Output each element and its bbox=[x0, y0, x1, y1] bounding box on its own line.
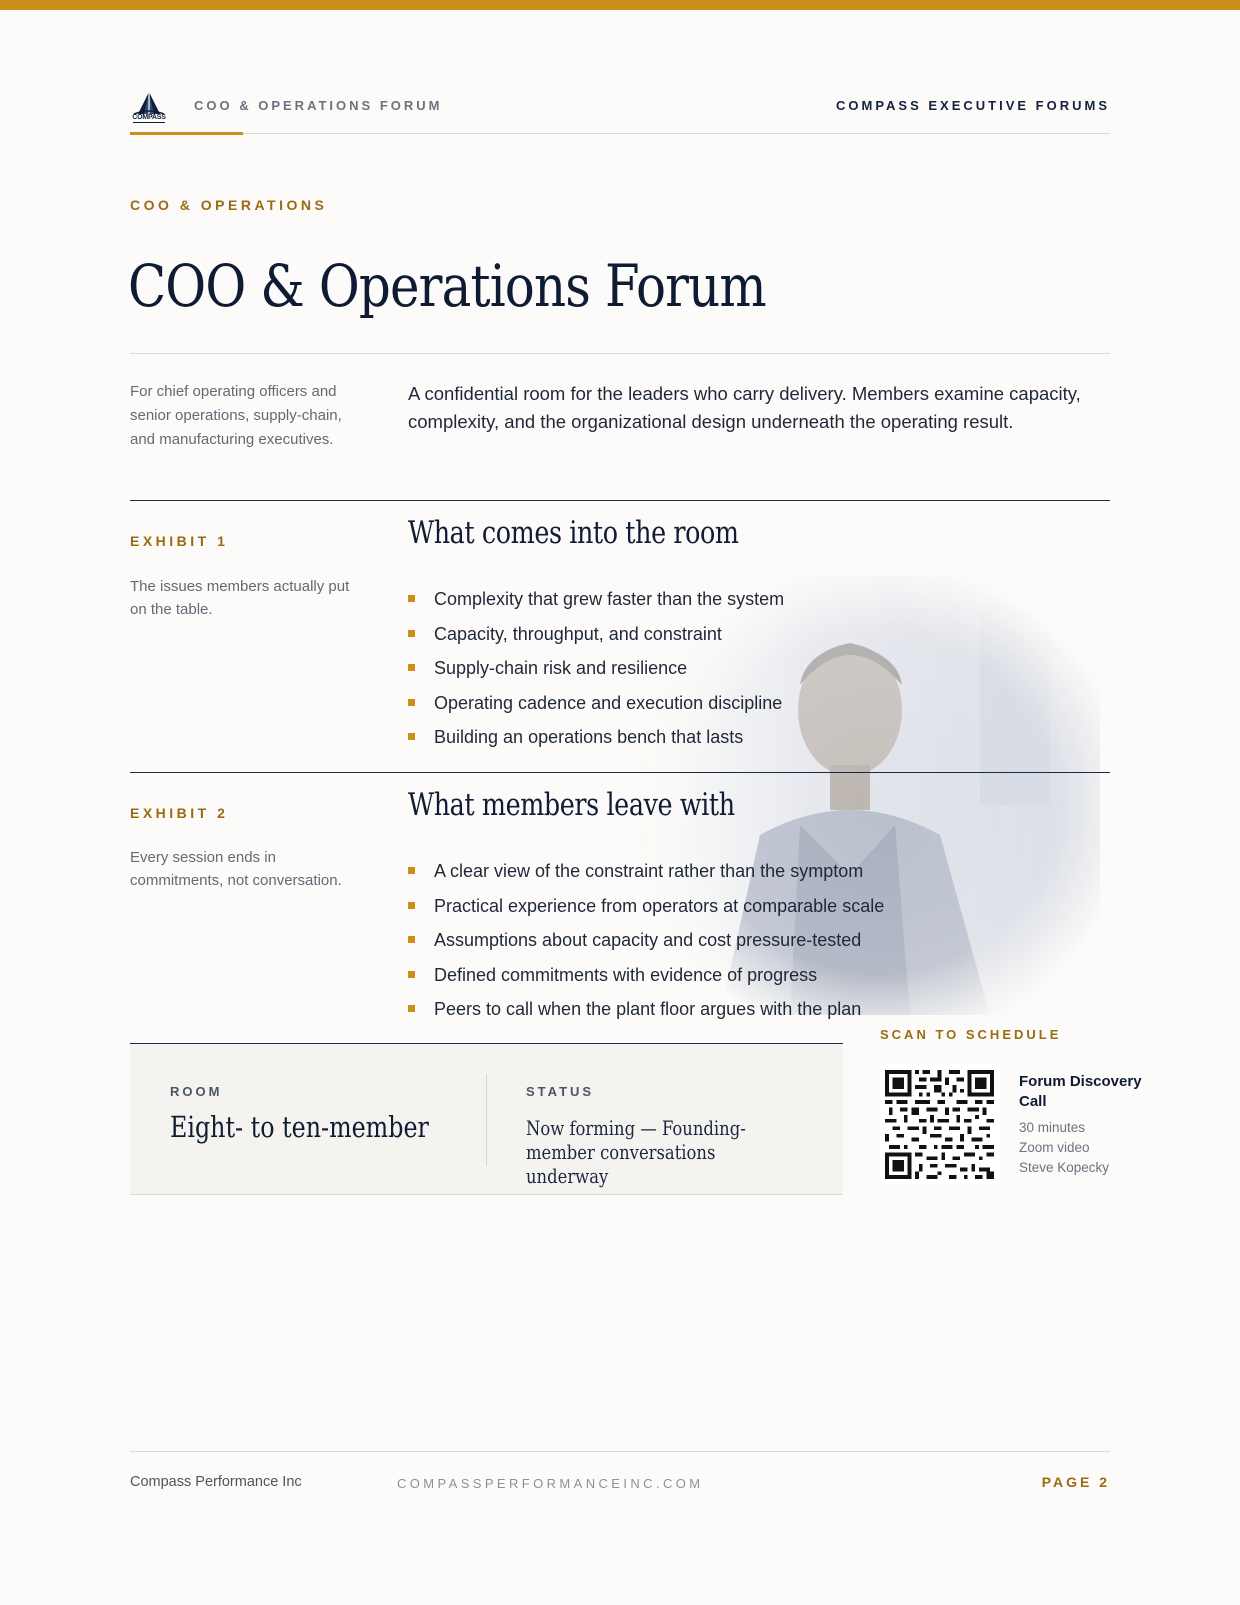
exhibit-1-list bbox=[408, 586, 784, 759]
call-medium: Zoom video bbox=[1019, 1140, 1090, 1155]
footer-divider bbox=[130, 1451, 1110, 1452]
list-item: Assumptions about capacity and cost pressure-tested bbox=[408, 927, 884, 962]
list-item: Complexity that grew faster than the system bbox=[408, 586, 784, 621]
top-accent-bar bbox=[0, 0, 1240, 10]
bullet-square-icon bbox=[408, 1005, 415, 1012]
qr-code-icon bbox=[885, 1070, 994, 1179]
discovery-call-title: Forum Discovery Call bbox=[1019, 1073, 1142, 1110]
bullet-square-icon bbox=[408, 867, 415, 874]
list-item: Operating cadence and execution discipline bbox=[408, 690, 784, 725]
list-item: A clear view of the constraint rather than the symptom bbox=[408, 858, 884, 893]
logo-wordmark: COMPASS bbox=[132, 114, 166, 121]
list-item: Peers to call when the plant floor argues with the plan bbox=[408, 996, 884, 1031]
bullet-square-icon bbox=[408, 971, 415, 978]
title-divider bbox=[130, 353, 1110, 354]
exhibit-1-note: The issues members actually put on the table. bbox=[130, 578, 350, 618]
exhibit-2-note: Every session ends in commitments, not conversation. bbox=[130, 849, 342, 889]
status-label: STATUS bbox=[526, 1084, 595, 1099]
exhibit-2-list bbox=[408, 858, 884, 1031]
bullet-square-icon bbox=[408, 699, 415, 706]
bullet-square-icon bbox=[408, 902, 415, 909]
list-item: Defined commitments with evidence of progress bbox=[408, 962, 884, 997]
exhibit-1-divider bbox=[130, 500, 1110, 501]
bullet-square-icon bbox=[408, 664, 415, 671]
bullet-square-icon bbox=[408, 936, 415, 943]
call-host: Steve Kopecky bbox=[1019, 1160, 1110, 1175]
list-item: Capacity, throughput, and constraint bbox=[408, 621, 784, 656]
header-accent-underline bbox=[130, 132, 243, 135]
exhibit-2-divider bbox=[130, 772, 1110, 773]
bullet-square-icon bbox=[408, 630, 415, 637]
section-eyebrow: COO & OPERATIONS bbox=[130, 197, 328, 213]
forum-description: A confidential room for the leaders who carry delivery. Members examine capacity, complexity, and the organizational design underneath the operating result. bbox=[408, 383, 1081, 432]
facts-divider bbox=[486, 1074, 487, 1166]
room-value: Eight- to ten-member bbox=[170, 1110, 429, 1144]
footer-company: Compass Performance Inc bbox=[130, 1474, 302, 1490]
schedule-qr-code[interactable] bbox=[879, 1064, 1000, 1185]
header-brand-label: COMPASS EXECUTIVE FORUMS bbox=[835, 98, 1110, 113]
exhibit-1-title: What comes into the room bbox=[408, 515, 739, 551]
list-item: Supply-chain risk and resilience bbox=[408, 655, 784, 690]
header-divider bbox=[130, 133, 1110, 134]
header-forum-label: COO & OPERATIONS FORUM bbox=[194, 98, 443, 113]
room-label: ROOM bbox=[170, 1084, 223, 1099]
exhibit-1-label: EXHIBIT 1 bbox=[130, 533, 229, 549]
page-number: PAGE 2 bbox=[1041, 1474, 1110, 1490]
exhibit-2-title: What members leave with bbox=[408, 787, 735, 823]
forum-facts-panel bbox=[130, 1043, 843, 1195]
list-item: Building an operations bench that lasts bbox=[408, 724, 784, 759]
scan-to-schedule-label: SCAN TO SCHEDULE bbox=[880, 1027, 1062, 1042]
exhibit-2-label: EXHIBIT 2 bbox=[130, 805, 229, 821]
list-item: Practical experience from operators at comparable scale bbox=[408, 893, 884, 928]
page-header bbox=[130, 88, 1110, 134]
footer-website-link[interactable]: COMPASSPERFORMANCEINC.COM bbox=[397, 1476, 704, 1491]
bullet-square-icon bbox=[408, 595, 415, 602]
bullet-square-icon bbox=[408, 733, 415, 740]
call-duration: 30 minutes bbox=[1019, 1120, 1086, 1135]
status-value: Now forming — Founding-member conversations underway bbox=[526, 1116, 746, 1188]
page-title: COO & Operations Forum bbox=[128, 252, 766, 320]
audience-note: For chief operating officers and senior operations, supply-chain, and manufacturing executives. bbox=[130, 383, 342, 448]
